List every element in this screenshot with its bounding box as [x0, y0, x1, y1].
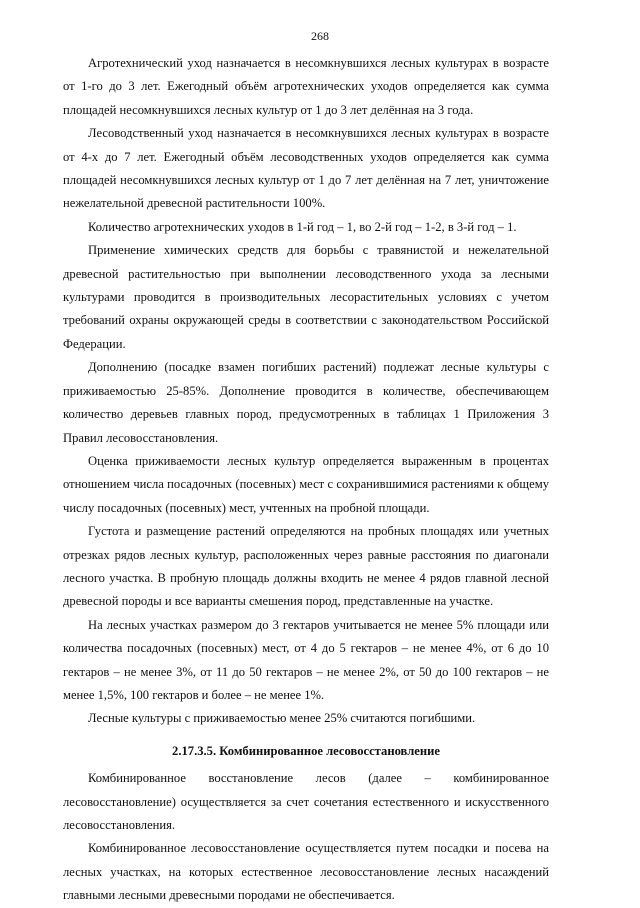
paragraph: Лесоводственный уход назначается в несомкнувшихся лесных культурах в возрасте от 4-х до 7 лет. Ежегодный объём лесоводственных уходов определяется как сумма площадей несомкнувшихся лесных культур от 1 до 7 лет делённая на 7 лет, уничтожение нежелательной древесной растительности 100%. [63, 126, 549, 211]
page-number: 268 [311, 29, 329, 43]
section-heading: 2.17.3.5. Комбинированное лесовосстановление [172, 743, 440, 758]
paragraph: Комбинированное восстановление лесов (далее – комбинированное лесовосстановление) осуществляется за счет сочетания естественного и искусственного лесовосстановления. [63, 771, 549, 832]
paragraph: Оценка приживаемости лесных культур определяется выраженным в процентах отношением числа посадочных (посевных) мест с сохранившимися растениями к общему числу посадочных (посевных) мест, учтенных на пробной площади. [63, 453, 549, 515]
paragraph: Применение химических средств для борьбы с травянистой и нежелательной древесной растительностью при выполнении лесоводственного ухода за лесными культурами проводится в производительных лесорастительных условиях с учетом требований охраны окружающей среды в соответствии с законодательством Российской Федерации. [63, 243, 549, 351]
paragraph: На лесных участках размером до 3 гектаров учитывается не менее 5% площади или количества посадочных (посевных) мест, от 4 до 5 гектаров – не менее 4%, от 6 до 10 гектаров – не менее 3%, от 11 до 50 гектаров – не менее 2%, от 50 до 100 гектаров – не менее 1,5%, 100 гектаров и более – не менее 1%. [63, 617, 549, 702]
paragraph: Дополнению (посадке взамен погибших растений) подлежат лесные культуры с приживаемостью 25-85%. Дополнение проводится в количестве, обеспечивающем количество деревьев главных пород, предусмотренных в таблицах 1 Приложения 3 Правил лесовосстановления. [63, 360, 549, 445]
paragraph: Количество агротехнических уходов в 1-й год – 1, во 2-й год – 1-2, в 3-й год – 1. [88, 219, 517, 234]
paragraph: Комбинированное лесовосстановление осуществляется путем посадки и посева на лесных участках, на которых естественное лесовосстановление лесных насаждений главными лесными древесными породами не обеспечивается. [63, 841, 549, 903]
paragraph: Густота и размещение растений определяются на пробных площадях или учетных отрезках рядов лесных культур, расположенных через равные расстояния по диагонали лесного участка. В пробную площадь должны входить не менее 4 рядов главной лесной древесной породы и все варианты смешения пород, представленные на участке. [63, 524, 549, 609]
paragraph: Агротехнический уход назначается в несомкнувшихся лесных культурах в возрасте от 1-го до 3 лет. Ежегодный объём агротехнических уходов определяется как сумма площадей несомкнувшихся лесных культур от 1 до 3 лет делённая на 3 года. [63, 56, 549, 117]
paragraph: Лесные культуры с приживаемостью менее 25% считаются погибшими. [88, 711, 476, 726]
document-body [63, 52, 549, 908]
